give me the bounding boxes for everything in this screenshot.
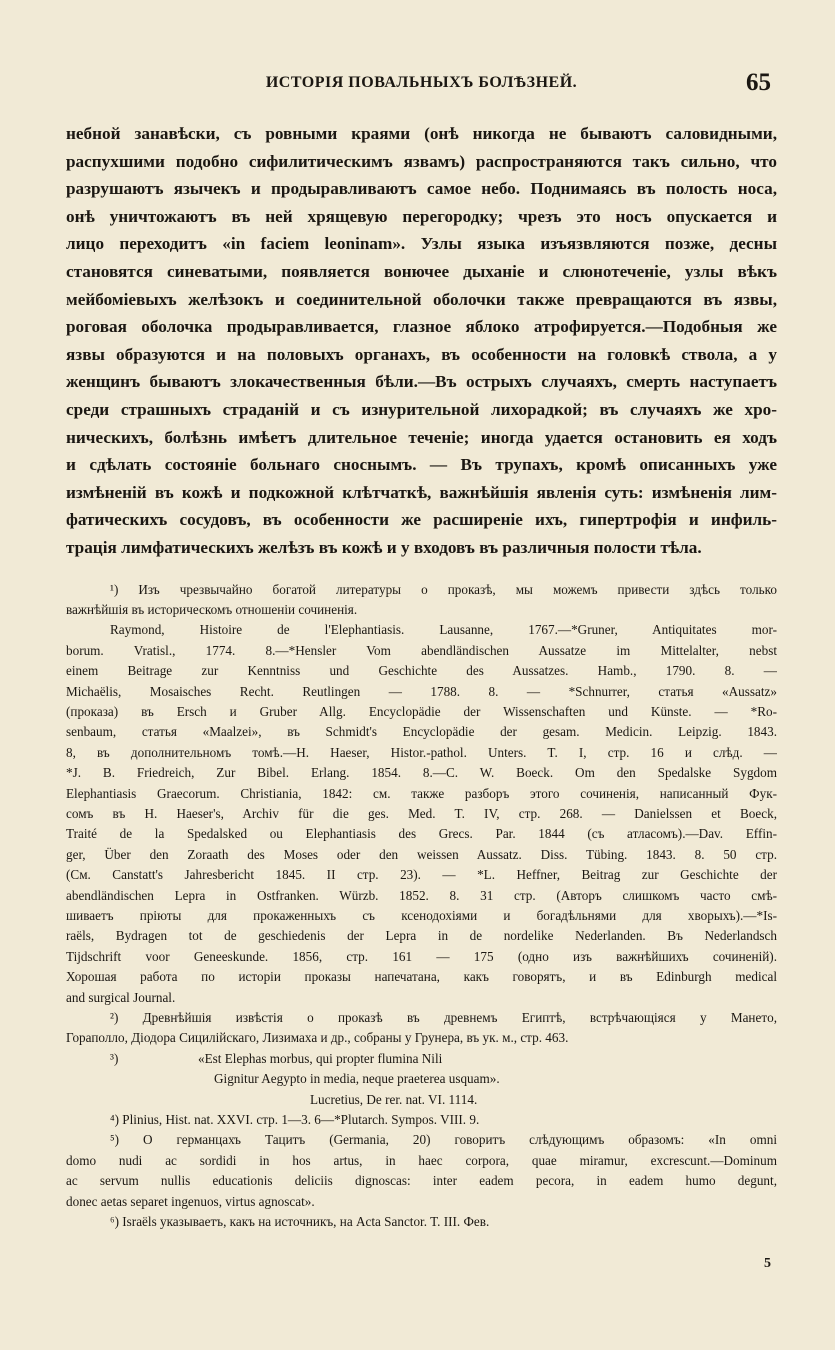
text-line: лицо переходитъ «in faciem leoninam». Узлы языка изъязвляются позже, десны — [66, 234, 777, 254]
footnote-line: (См. Canstatt's Jahresbericht 1845. II стр. 23). — *L. Heffner, Beitrag zur Geschichte der — [66, 867, 777, 883]
footnote-line: *J. B. Friedreich, Zur Bibel. Erlang. 1854. 8.—C. W. Boeck. Om den Spedalske Sygdom — [66, 765, 777, 781]
footnote-5 — [66, 1130, 777, 1212]
text-line: трація лимфатическихъ желѣзъ въ кожѣ и у входовъ въ различныя полости тѣла. — [66, 537, 702, 557]
footnote-4 — [66, 1110, 777, 1130]
text-line: измѣненій въ кожѣ и подкожной клѣтчаткѣ, важнѣйшія явленія суть: измѣненія лим- — [66, 482, 777, 502]
footnote-6 — [66, 1212, 777, 1232]
footnote-line: ac servum nullis educationis deliciis dignoscas: inter eadem pecora, in eadem humo degunt, — [66, 1173, 777, 1189]
text-line: женщинъ бываютъ злокачественныя бѣли.—Въ острыхъ случаяхъ, смерть наступаетъ — [66, 372, 777, 392]
footnote-line: and surgical Journal. — [66, 989, 176, 1005]
text-line: роговая оболочка продыравливается, глазное яблоко атрофируется.—Подобныя же — [66, 317, 777, 337]
text-line: ническихъ, болѣзнь имѣетъ длительное теченіе; иногда удается остановить ея ходъ — [66, 427, 777, 447]
footnote-2 — [66, 1008, 777, 1049]
footnote-line: ¹) Изъ чрезвычайно богатой литературы о проказѣ, мы можемъ привести здѣсь только — [110, 581, 777, 597]
footnote-marker: ³) — [110, 1050, 119, 1066]
page-number: 65 — [746, 69, 771, 96]
footnote-line: ²) Древнѣйшія извѣстія о проказѣ въ древнемъ Египтѣ, встрѣчающіяся у Манетo, — [110, 1010, 777, 1026]
footnote-line: raëls, Bydragen tot de geschiedenis der Lepra in de nordelike Nederlanden. Въ Nederlandsch — [66, 928, 777, 944]
text-line: распухшими подобно сифилитическимъ язвамъ) распространяются такъ сильно, что — [66, 151, 777, 171]
text-line: онѣ уничтожаютъ въ ней хрящевую перегородку; чрезъ это носъ опускается и — [66, 206, 777, 226]
quote-line: «Est Elephas morbus, qui propter flumina Nili — [198, 1050, 443, 1066]
footnote-line: donec aetas separet ingenuos, virtus agnoscat». — [66, 1193, 315, 1209]
footnote-line: abendländischen Lepra in Ostfranken. Würzb. 1852. 8. 31 стр. (Авторъ слишкомъ часто смѣ- — [66, 887, 777, 903]
text-line: становятся синеватыми, появляется вонючее дыханіе и слюнотеченіе, узлы вѣкъ — [66, 261, 777, 281]
quote-source: Lucretius, De rer. nat. VI. 1114. — [310, 1091, 478, 1107]
text-line: разрушаютъ язычекъ и продыравливаютъ самое небо. Поднимаясь въ полость носа, — [66, 179, 777, 199]
footnote-line: Traité de la Spedalsked ou Elephantiasis des Grecs. Par. 1844 (съ атласомъ).—Dav. Effin- — [66, 826, 777, 842]
footnote-line — [66, 1049, 777, 1069]
text-line: язвы образуются и на половыхъ органахъ, въ особенности на головкѣ ствола, а у — [66, 344, 777, 364]
footnote-line: ⁶) Israëls указываетъ, какъ на источникъ, на Acta Sanctor. T. III. Фев. — [110, 1214, 490, 1230]
footnote-line: Tijdschrift voor Geneeskunde. 1856, стр. 161 — 175 (одно изъ важнѣйшихъ сочиненій). — [66, 948, 777, 964]
footnote-line: domo nudi ac sordidi in hos artus, in haec corpora, quae miramur, excrescunt.—Dominum — [66, 1152, 777, 1168]
footnote-line: borum. Vratisl., 1774. 8.—*Hensler Vom abendländischen Aussatze im Mittelalter, nebst — [66, 642, 777, 658]
footnote-line: шиваетъ пріюты для прокаженныхъ съ ксенодохіями и богадѣльнями для хворыхъ).—*Is- — [66, 908, 777, 923]
footnote-line: сомъ въ H. Haeser's, Archiv für die ges. Med. T. IV, стр. 268. — Danielssen et Boeck, — [66, 805, 777, 821]
footnote-line: Michaëlis, Mosaisches Recht. Reutlingen — 1788. 8. — *Schnurrer, статья «Aussatz» — [66, 683, 777, 699]
footnote-line: 8, въ дополнительномъ томѣ.—H. Haeser, Histor.-pathol. Unters. T. I, стр. 16 и слѣд. — — [66, 744, 777, 760]
text-line: фатическихъ сосудовъ, въ особенности же расширеніе ихъ, гипертрофія и инфиль- — [66, 510, 777, 530]
running-title: ИСТОРІЯ ПОВАЛЬНЫХЪ БОЛѢЗНЕЙ. — [265, 74, 578, 91]
footnote-line: Raymond, Histoire de l'Elephantiasis. Lausanne, 1767.—*Gruner, Antiquitates mor- — [110, 622, 777, 638]
footnote-line: ger, Über den Zoraath des Moses oder den weissen Aussatz. Diss. Tübing. 1843. 8. 50 стр. — [66, 846, 777, 862]
footnote-line: (проказа) въ Ersch и Gruber Allg. Encyclopädie der Wissenschaften und Künste. — *Ro- — [66, 703, 777, 719]
footnote-line: ⁵) О германцахъ Тацитъ (Germania, 20) говоритъ слѣдующимъ образомъ: «In omni — [110, 1132, 777, 1148]
footnote-line: senbaum, статья «Maalzei», въ Schmidt's Encyclopädie der gesam. Medicin. Leipzig. 1843. — [66, 724, 777, 740]
footnote-line: важнѣйшія въ историческомъ отношеніи сочиненія. — [66, 601, 358, 617]
signature-mark: 5 — [764, 1256, 771, 1271]
text-line: и сдѣлать состояніе больнаго сноснымъ. — Въ трупахъ, кромѣ описанныхъ уже — [66, 455, 777, 475]
main-text — [66, 120, 777, 562]
page-header — [66, 62, 777, 104]
footnote-1 — [66, 580, 777, 1009]
footnote-line: Elephantiasis Graecorum. Christiania, 1842: см. также разборъ этого сочиненія, написанный Фук- — [66, 785, 777, 801]
text-line: небной занавѣски, съ ровными краями (онѣ никогда не бываютъ саловидными, — [66, 124, 777, 143]
quote-line: Gignitur Aegypto in media, neque praeterea usquam». — [214, 1071, 500, 1087]
text-line: среди страшныхъ страданій и съ изнурительной лихорадкой; въ случаяхъ же хро- — [66, 399, 777, 419]
text-line: мейбоміевыхъ желѣзокъ и соединительной оболочки также превращаются въ язвы, — [66, 289, 777, 309]
footnote-line: einem Beitrage zur Kenntniss und Geschichte des Aussatzes. Hamb., 1790. 8. — — [66, 663, 777, 679]
footnote-3 — [66, 1049, 777, 1110]
footnotes — [66, 580, 777, 1233]
footnote-line: Гораполлo, Діодора Сицилійскаго, Лизимаха и др., собраны у Грунера, въ ук. м., стр. 463. — [66, 1030, 569, 1046]
footnote-line: Хорошая работа по исторіи проказы напечатана, какъ говорятъ, и въ Edinburgh medical — [66, 969, 777, 985]
footnote-line: ⁴) Plinius, Hist. nat. XXVI. стр. 1—3. 6—*Plutarch. Sympos. VIII. 9. — [110, 1112, 480, 1128]
